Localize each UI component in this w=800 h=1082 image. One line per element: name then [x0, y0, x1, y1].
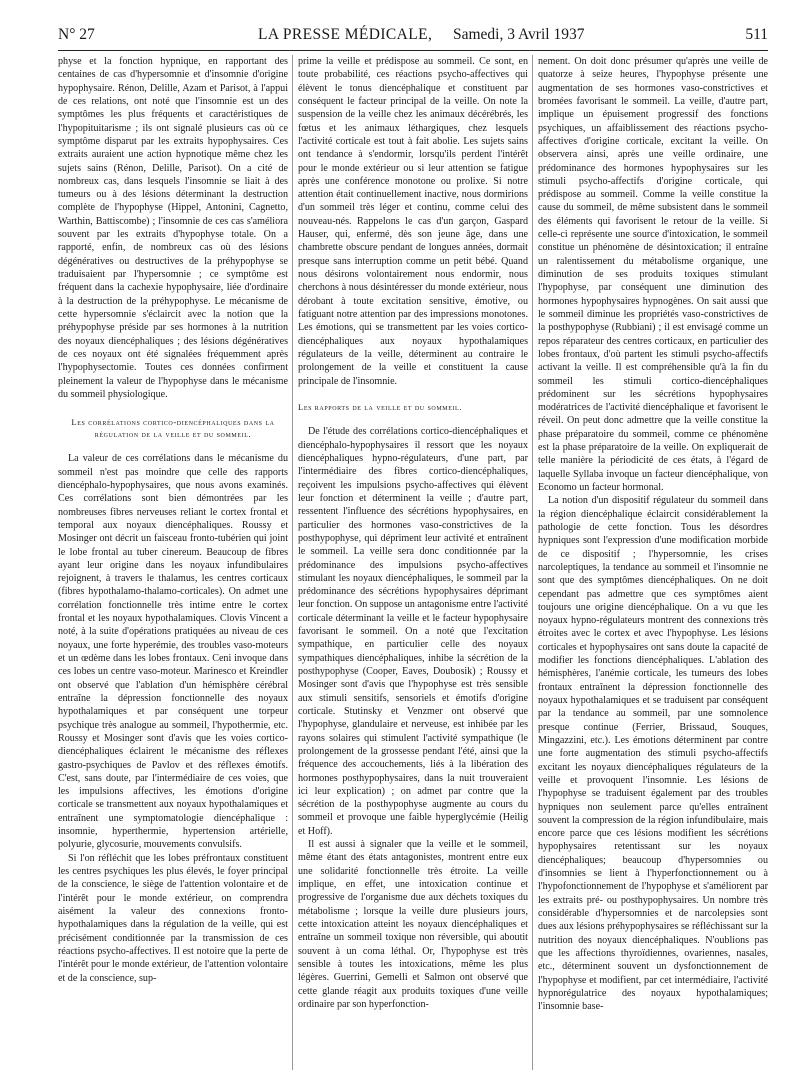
column-divider — [292, 55, 293, 1070]
column-divider — [532, 55, 533, 1070]
paragraph: prime la veille et prédispose au sommeil. Ce sont, en toute probabilité, ces réactions psycho-affectives qui élèvent le tonus diencéphalique et constituent par conséquent le facteur principal de la veille. On note la suspension de la veille chez les animaux décérébrés, les fœtus et les animaux léthargiques, chez lesquels l'activité corticale est tout à fait abolie. Les sujets sains ont tendance à s'endormir, lorsqu'ils perdent l'intérêt pour le monde extérieur ou si leur attention se fatigue après une conférence monotone ou prolixe. Si notre attention était continuellement inactive, nous dormirions d'un sommeil très léger et continu, comme celui des nouveau-nés. Rappelons le cas d'un garçon, Gaspard Hauser, qui, enfermé, dès son jeune âge, dans une chambrette obscure pendant de longues années, dormait presque sans interruption comme un petit bébé. Quand nous désirons volontairement nous endormir, nous cherchons à nous désintéresser du monde extérieur, nous dérobant à toute excitation sensitive, émotive, ou fatiguant notre attention par des impressions monotones. Les émotions, qui se transmettent par les voies cortico-diencéphaliques aux noyaux hypothalamiques régulateurs de la veille, déterminent au contraire le prolongement de la veille et constituent la cause principale de l'insomnie. — [298, 56, 528, 387]
section-heading: Les rapports de la veille et du sommeil. — [298, 401, 463, 412]
journal-title: LA PRESSE MÉDICALE, — [258, 26, 433, 43]
paragraph: La notion d'un dispositif régulateur du sommeil dans la région diencéphalique éclaircit considérablement la pathologie de cette fonction. Tous les désordres hypniques sont l'expression d'une modification morbide de ce dispositif ; l'hypersomnie, les crises narcoleptiques, la tendance au sommeil et l'insomnie ne sont que des symptômes diencéphaliques. On ne doit cependant pas admettre que ces symptômes aient toujours une origine diencéphalique. On a vu que les noyaux hypno-régulateurs montrent des connexions très étroites avec le cortex et avec l'hypophyse. Les lésions corticales et hypophysaires ont sans doute la capacité de modifier les fonctions diencéphaliques. L'ablation des hémisphères, l'anémie corticale, les tumeurs des lobes frontaux entraînent la dépression fonctionnelle des noyaux hypothalamiques et se traduisent par conséquent par la tendance au sommeil, par une somnolence presque continue (Ferrier, Brissaud, Souques, Mingazzini, etc.). Les émotions déterminent par contre une forte augmentation des stimuli psycho-affectifs excitant les noyaux diencéphaliques régulateurs de la veille et provoquent l'insomnie. Les lésions de l'hypophyse se traduisent également par des troubles hypniques non seulement parce qu'elles entraînent souvent la compression de la région infundibulaire, mais encore parce que ces lésions modifient les sécrétions hypophysaires retentissant sur les noyaux diencéphaliques; beaucoup d'hypersomnies ou d'insomnies se lient à l'hyperfonctionnement ou à l'hypofonctionnement de l'hypophyse et s'améliorent par les extraits pré- ou posthypophysaires. Un nombre très considérable d'hypersomnies et de narcolepsies sont dues aux lésions préhypophysaires se réfléchissant sur la nutrition des noyaux diencéphaliques. N'oublions pas que les affections thyroïdiennes, ovariennes, nasales, etc., déterminent souvent un dysfonctionnement de l'hypophyse et modifient, par cet intermédiaire, l'activité hypnorégulatrice des noyaux hypothalamiques; l'insomnie base- — [538, 495, 768, 1013]
issue-number: N° 27 — [58, 26, 95, 43]
paragraph: nement. On doit donc présumer qu'après une veille de quatorze à seize heures, l'hypophyse présente une augmentation de ses hormones vaso-constrictives et bromées favorisant le sommeil. La veille, d'autre part, implique un épuisement progressif des fonctions psychiques, un affaiblissement des réactions psycho-affectives d'origine corticale, excitant la veille. On observera ainsi, après une veille ordinaire, une prédominance des hormones hypophysaires sur les stimuli psycho-affectifs d'origine corticale, qui prédispose au sommeil. Comme la veille constitue la cause du sommeil, de même subsistent dans le sommeil des éléments qui favorisent le retour de la veille. Si celle-ci représente une source d'intoxication, le sommeil constitue un phénomène de désintoxication; il entraîne un ralentissement du métabolisme organique, une diminution de ses produits toxiques stimulant l'hypophyse, par conséquent une diminution des hormones hypophysaires hypnogènes. On sait aussi que le sommeil diminue les propriétés vaso-constrictives de la posthypophyse (Rubbiani) ; il est envisagé comme un repos réparateur des centres corticaux, en particulier des lobes frontaux, d'où partent les stimuli psycho-affectifs activant la veille. Il est compréhensible qu'à la fin du sommeil les stimuli cortico-diencéphaliques prédominent sur les sécrétions hypophysaires modératrices de l'activité diencéphalique et favorisent le réveil. On peut donc admettre que la veille constitue la phase préparatoire du sommeil, comme ce phénomène est la phase préparatoire de la veille. On expliquerait de telle manière la périodicité de ces états, à l'égard de laquelle Syllaba invoque un facteur diencéphalique, von Economo un facteur hormonal. — [538, 56, 768, 493]
text-column-1 — [58, 55, 288, 1075]
running-header — [58, 26, 768, 50]
text-column-3 — [538, 55, 768, 1075]
header-rule — [58, 50, 768, 51]
text-column-2 — [298, 55, 528, 1075]
page-number: 511 — [745, 26, 768, 43]
paragraph: physe et la fonction hypnique, en rapportant des centaines de cas d'hypersomnie et d'insomnie d'origine hypophysaire. Rénon, Delille, Azam et Parisot, à l'appui de ces relations, ont noté que l'insomnie est un des symptômes les plus fréquents et caractéristiques de l'hypopituitarisme ; ils ont signalé plusieurs cas où ce symptôme disparut par les extraits hypophysaires. Ces extraits auraient une action hypnotique même chez les sujets sains (Rénon, Delille, Parisot). On a cité de nombreux cas, dans lesquels l'insomnie se liait à des tumeurs ou à des lésions déterminant la destruction complète de l'hypophyse (Hippel, Antonini, Cagnetto, Warthin, Battiscombe) ; l'insomnie de ces cas s'améliora souvent par les extraits d'hypophyse totale. On a rapporté, enfin, de nombreux cas où des lésions dégénératives ou destructives de la préhypophyse se traduisaient par l'hypersomnie ; ce symptôme est fréquent dans la cachexie hypophysaire, liée d'ordinaire à la destruction de la préhypophyse. Le mécanisme de cette hypersomnie s'éclaircit avec la notion que la préhypophyse préside par ses hormones à la nutrition des noyaux diencéphaliques ; des lésions dégénératives de ces noyaux ont été signalées fréquemment après l'hypophysectomie. Toutes ces données confirment pleinement la valeur de l'hypophyse dans le mécanisme du sommeil physiologique. — [58, 56, 288, 400]
paragraph: Il est aussi à signaler que la veille et le sommeil, même étant des états antagonistes, montrent entre eux une solidarité fonctionnelle très étroite. La veille implique, en effet, une intoxication continue et progressive de l'organisme due aux déchets toxiques du métabolisme ; lorsque la veille dure plusieurs jours, cette intoxication atteint les noyaux diencéphaliques et entraîne un sommeil toxique non réversible, qui aboutit souvent à un coma léthal. Or, l'hypophyse est très sensible à toutes les intoxications, même les plus légères. Guerrini, Gemelli et Salmon ont observé que cette glande réagit aux produits toxiques d'une veille ordinaire par son hyperfonction- — [298, 839, 528, 1010]
paragraph: De l'étude des corrélations cortico-diencéphaliques et diencéphalo-hypophysaires il ressort que les noyaux diencéphaliques hypno-régulateurs, d'une part, par l'intermédiaire des fibres cortico-diencéphaliques, reçoivent les impulsions psycho-affectives qui élèvent leur fonction et déterminent la veille ; d'autre part, ressentent l'influence des sécrétions hypophysaires, en particulier des hormones vaso-constrictives de la posthypophyse, qui dépriment leur activité et entraînent le sommeil. La veille sera donc conditionnée par la prédominance des impulsions psycho-affectives stimulant les noyaux diencéphaliques, le sommeil par la prédominance des sécrétions hypophysaires déprimant leur fonction. On suppose un antagonisme entre l'activité corticale déterminant la veille et le facteur hypophysaire favorisant le sommeil. On a noté que l'excitation sympathique, en particulier celle des noyaux sympathiques diencéphaliques, inhibe la sécrétion de la posthypophyse (Cooper, Eaves, Doubosik) ; Roussy et Mosinger sont d'avis que l'hypophyse est très sensible aux stimuli sensitifs, sensoriels et émotifs d'origine corticale. Stutinsky et Venzmer ont observé que l'hypophyse, glandulaire et nerveuse, est inhibée par les rayons solaires qui stimulent l'activité sympathique (le prolongement de la grossesse pendant l'été, ainsi que la fréquence des accouchements, liés à la libération des hormones posthypophysaires, dans la nuit trouveraient ici leur explication) ; on admet par contre que la sécrétion de la posthypophyse augmente au cours du sommeil et provoque une faible hyperglycémie (Heilig et Hoff). — [298, 426, 528, 837]
section-heading: Les corrélations cortico-diencéphaliques dans la régulation de la veille et du sommeil. — [71, 417, 275, 439]
issue-date: Samedi, 3 Avril 1937 — [453, 26, 585, 43]
paragraph: Si l'on réfléchit que les lobes préfrontaux constituent les centres psychiques les plus élevés, le foyer principal de la conscience, le siège de l'attention volontaire et de l'intérêt pour le monde extérieur, on comprendra aisément la valeur des connexions fronto-hypothalamiques dans la régulation de la veille, qui est précisément conditionnée par la transmission de ces réactions psycho-affectives. Il est notoire que la perte de l'intérêt pour le monde extérieur, de l'attention volontaire et de la conscience, sup- — [58, 852, 288, 984]
paragraph: La valeur de ces corrélations dans le mécanisme du sommeil n'est pas moindre que celle des rapports diencéphalo-hypophysaires, que nous avons examinés. Ces corrélations sont bien démontrées par les nombreuses fibres nerveuses reliant le cortex frontal et temporal aux noyaux diencéphaliques. Roussy et Mosinger ont décrit un faisceau fronto-tubérien qui joint le lobe frontal au tuber cinereum. Beaucoup de fibres ayant leur origine dans les noyaux infundibulaires rejoignent, à travers le thalamus, les centres corticaux (fibres hypothalamo-thalamo-corticales). On admet une corrélation fonctionnelle très intime entre le cortex frontal et les noyaux hypothalamiques. Clovis Vincent a noté, à la suite d'opérations pratiquées au niveau de ces noyaux, une forte hyperémie, des troubles vaso-moteurs et un œdème dans les lobes frontaux. Ceni invoque dans ces lobes un centre vaso-moteur. Marinesco et Kreindler ont observé que l'ablation d'un hémisphère cérébral entraîne la dépression fonctionnelle des noyaux hypothalamiques et par conséquent une torpeur psychique très analogue au sommeil, l'hypothermie, etc. Roussy et Mosinger sont d'avis que les voies cortico-diencéphaliques éclairent le mécanisme des réflexes gastro-psychiques de Pavlov et des réflexes émotifs. C'est, sans doute, par l'intermédiaire de ces voies, que les impulsions affectives, les émotions d'origine corticale se transmettent aux noyaux hypothalamiques et entraînent une symptomatologie diencéphalique : insomnie, hyperthermie, hypertension artérielle, polyurie, glycosurie, mouvements convulsifs. — [58, 453, 288, 851]
